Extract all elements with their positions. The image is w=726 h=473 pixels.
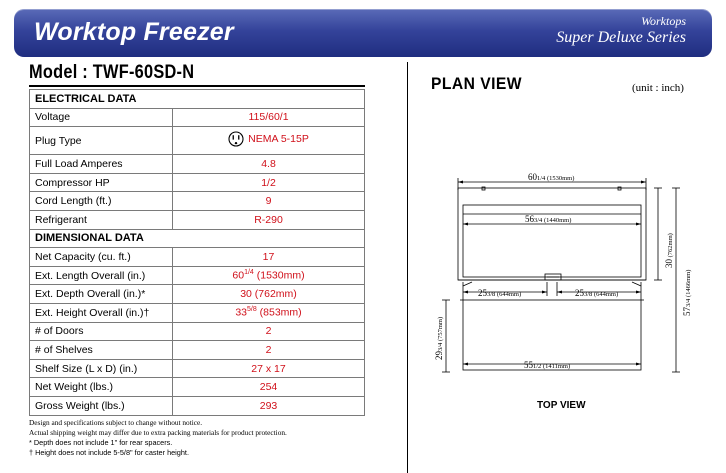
spec-value: 9 (173, 192, 365, 211)
dim-door-right: 253/8 (644mm) (575, 288, 619, 298)
spec-value-cell (173, 127, 365, 155)
spec-label: Ext. Depth Overall (in.)* (30, 285, 173, 304)
spec-value: 1/2 (173, 173, 365, 192)
page-title: Worktop Freezer (34, 18, 234, 46)
dim-door-left: 253/8 (644mm) (478, 288, 522, 298)
note-line: * Depth does not include 1" for rear spacers. (29, 438, 173, 447)
spec-value: 2 (173, 341, 365, 360)
dim-door-swing: 293/4 (757mm) (434, 316, 444, 360)
table-row (30, 303, 365, 322)
dim-inner-width: 563/4 (1440mm) (525, 214, 572, 224)
table-row (30, 285, 365, 304)
dim-depth-open: 573/4 (1466mm) (682, 269, 692, 316)
dim-depth: 30 (762mm) (664, 233, 674, 268)
value-metric: (1530mm) (253, 269, 305, 282)
series-label: Super Deluxe Series (556, 29, 686, 46)
spec-value: 17 (173, 248, 365, 267)
rear-spacer (618, 187, 621, 190)
table-row (30, 108, 365, 127)
spec-value: 4.8 (173, 155, 365, 174)
table-row (30, 192, 365, 211)
spec-label: Cord Length (ft.) (30, 192, 173, 211)
section-heading: DIMENSIONAL DATA (30, 229, 365, 248)
rear-spacer (482, 187, 485, 190)
spec-value: 30 (762mm) (173, 285, 365, 304)
spec-label: # of Shelves (30, 341, 173, 360)
column-divider (407, 62, 408, 473)
cabinet-outline (458, 188, 646, 280)
spec-value: R-290 (173, 210, 365, 229)
table-row (30, 322, 365, 341)
value-main: 60 (232, 269, 245, 282)
section-row-dimensional (30, 229, 365, 248)
spec-label: Net Weight (lbs.) (30, 378, 173, 397)
spec-value: 254 (173, 378, 365, 397)
value-fraction: 1/4 (244, 269, 254, 277)
spec-label: Full Load Amperes (30, 155, 173, 174)
table-row (30, 396, 365, 415)
spec-value-cell (173, 266, 365, 285)
table-row (30, 248, 365, 267)
footnotes (29, 418, 369, 458)
note-line: Design and specifications subject to change without notice. (29, 418, 203, 427)
spec-value-cell (173, 303, 365, 322)
worktop-surface (463, 205, 641, 277)
model-title: Model : TWF-60SD-N (29, 62, 195, 83)
table-row (30, 359, 365, 378)
plan-view-title: PLAN VIEW (431, 74, 523, 93)
value-fraction: 5/8 (247, 306, 257, 314)
table-row (30, 210, 365, 229)
table-row (30, 378, 365, 397)
table-row (30, 127, 365, 155)
spec-label: # of Doors (30, 322, 173, 341)
plan-view-drawing (420, 160, 710, 390)
table-row (30, 173, 365, 192)
value-metric: (853mm) (256, 306, 302, 319)
note-line: † Height does not include 5-5/8" for caster height. (29, 448, 189, 457)
spec-value: 293 (173, 396, 365, 415)
spec-label: Plug Type (30, 127, 173, 155)
dim-overall-width: 601/4 (1530mm) (528, 172, 575, 182)
door-swing-area (463, 300, 641, 370)
model-underline (29, 85, 365, 87)
section-heading: ELECTRICAL DATA (30, 90, 365, 109)
table-row (30, 155, 365, 174)
spec-label: Net Capacity (cu. ft.) (30, 248, 173, 267)
spec-label: Ext. Height Overall (in.)† (30, 303, 173, 322)
plug-outlet-icon (228, 131, 244, 147)
spec-label: Ext. Length Overall (in.) (30, 266, 173, 285)
spec-label: Compressor HP (30, 173, 173, 192)
spec-value: 2 (173, 322, 365, 341)
spec-label: Refrigerant (30, 210, 173, 229)
spec-label: Gross Weight (lbs.) (30, 396, 173, 415)
dim-bottom-width: 551/2 (1411mm) (524, 360, 571, 370)
spec-value: 115/60/1 (173, 108, 365, 127)
unit-label: (unit : inch) (632, 82, 684, 94)
table-row (30, 266, 365, 285)
value-main: 33 (235, 306, 247, 319)
category-label: Worktops (641, 14, 686, 28)
header-banner (14, 9, 712, 57)
plug-type-text: NEMA 5-15P (248, 133, 309, 146)
top-view-caption: TOP VIEW (537, 400, 586, 411)
spec-table (29, 89, 365, 416)
table-row (30, 341, 365, 360)
note-line: Actual shipping weight may differ due to extra packing materials for product protection. (29, 428, 287, 437)
spec-label: Voltage (30, 108, 173, 127)
spec-value: 27 x 17 (173, 359, 365, 378)
spec-label: Shelf Size (L x D) (in.) (30, 359, 173, 378)
section-row-electrical (30, 90, 365, 109)
